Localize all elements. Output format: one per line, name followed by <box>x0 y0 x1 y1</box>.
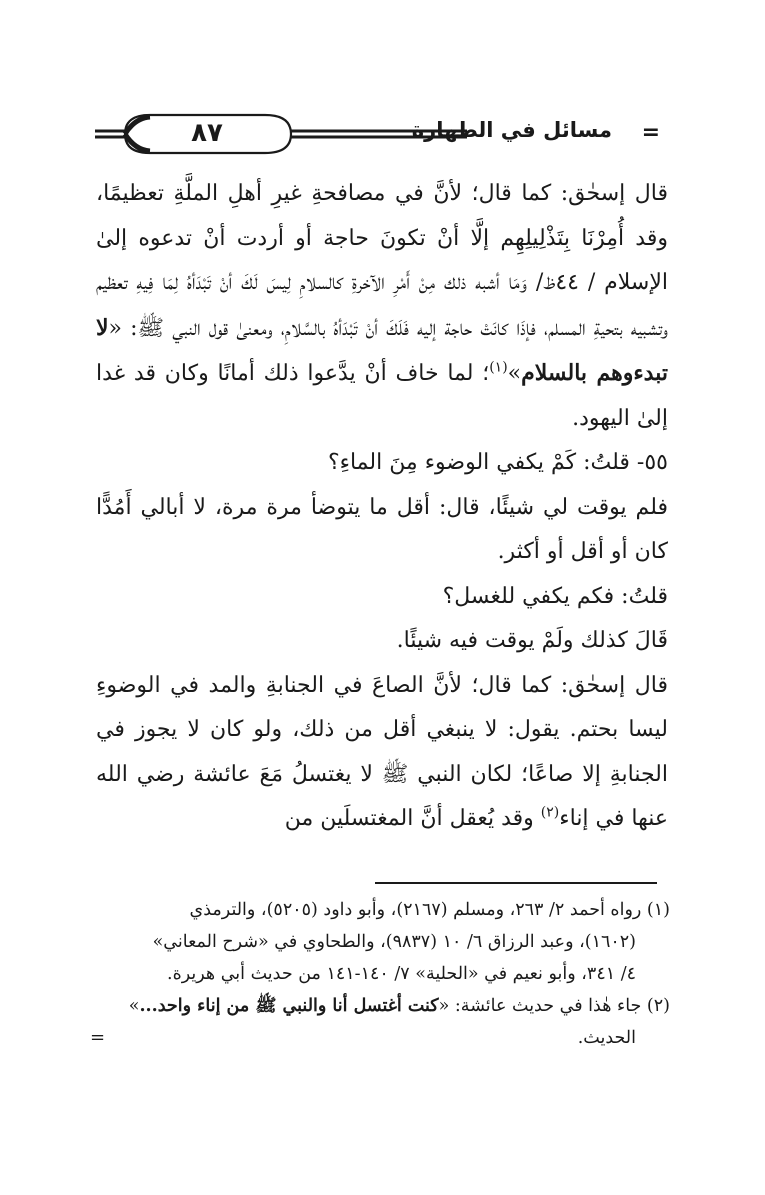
main-text <box>96 172 668 842</box>
header-mark: = <box>641 120 660 145</box>
footnote-ref-1[interactable]: (١) <box>489 359 508 376</box>
paragraph-answer-1: فلم يوقت لي شيئًا، قال: أقل ما يتوضأ مرة مرة، لا أبالي أَمُدًّا كان أو أقل أو أكثر. <box>96 494 668 564</box>
footnote-1-line-1: (١) رواه أحمد ٢/ ٢٦٣، ومسلم (٢١٦٧)، وأبو داود (٥٢٠٥)، والترمذي <box>189 900 670 920</box>
hadith-quote: لا تبدءوهم بالسلام <box>96 314 668 386</box>
footnote-ref-2[interactable]: (٢) <box>540 804 560 821</box>
running-title: مسائل في الطهارة <box>411 118 612 142</box>
paragraph-ishaq-1: قال إسحٰق: كما قال؛ لأنَّ في مصافحةِ غيرِ أهلِ الملَّةِ تعظيمًا، وقد أُمِرْنَا بِتَذْلِيلِهِم إلَّا أنْ تكونَ حاجة أو أردت أنْ تدعوه إلىٰ الإسلام / ٤٤ظ/ وَمَا أشبه ذلك مِنْ أَمْرِ الآخرةِ كالسلامِ لِيسَ لَكَ أنْ تَبْدَأهُ لِمَا فِيهِ تعظيم وتشبيه بتحيةِ المسلم، فإذَا كانَتْ حاجة إليه فَلَكَ أنْ تَبْدَأهُ بالسَّلامِ، ومعنىٰ قول النبي ﷺ: «لا تبدءوهم بالسلام»$^{(١)}$؛ لما خاف أنْ يدَّعوا ذلك أمانًا وكان قد غدا إلىٰ اليهود. <box>96 181 668 431</box>
footnote-2-line-2: الحديث. = <box>90 1022 670 1054</box>
footnote-1-line-3: ٤/ ٣٤١، وأبو نعيم في «الحلية» ٧/ ١٤٠-١٤١ من حديث أبي هريرة. <box>167 964 636 984</box>
paragraph-question-ghusl: قلتُ: فكم يكفي للغسل؟ <box>442 583 668 609</box>
page-number: ٨٧ <box>191 118 223 148</box>
footnote-2-line-1: (٢) جاء هٰذا في حديث عائشة: «كنت أغتسل أنا والنبي ﷺ من إناء واحد...» <box>128 996 670 1016</box>
continuation-mark: = <box>90 1027 106 1048</box>
footnote-2-quote: كنت أغتسل أنا والنبي ﷺ من إناء واحد... <box>139 996 439 1016</box>
page-header <box>95 112 670 156</box>
paragraph-ishaq-2: قال إسحٰق: كما قال؛ لأنَّ الصاعَ في الجنابةِ والمد في الوضوءِ ليسا بحتم. يقول: لا ينبغي أقل من ذلك، ولو كان لا يجوز في الجنابةِ إلا صاعًا؛ لكان النبي ﷺ لا يغتسلُ مَعَ عائشة رضي الله عنها في إناء$^{(٢)}$ وقد يُعقل أنَّ المغتسلَين من <box>96 672 668 831</box>
footnote-separator <box>375 882 657 884</box>
footnote-1-line-2: (١٦٠٢)، وعبد الرزاق ٦/ ١٠ (٩٨٣٧)، والطحاوي في «شرح المعاني» <box>152 932 636 952</box>
footnotes <box>90 894 670 1054</box>
paragraph-answer-2: قَالَ كذلك ولَمْ يوقت فيه شيئًا. <box>396 628 668 653</box>
question-55: ٥٥- قلتُ: كَمْ يكفي الوضوء مِنَ الماءِ؟ <box>327 450 668 475</box>
